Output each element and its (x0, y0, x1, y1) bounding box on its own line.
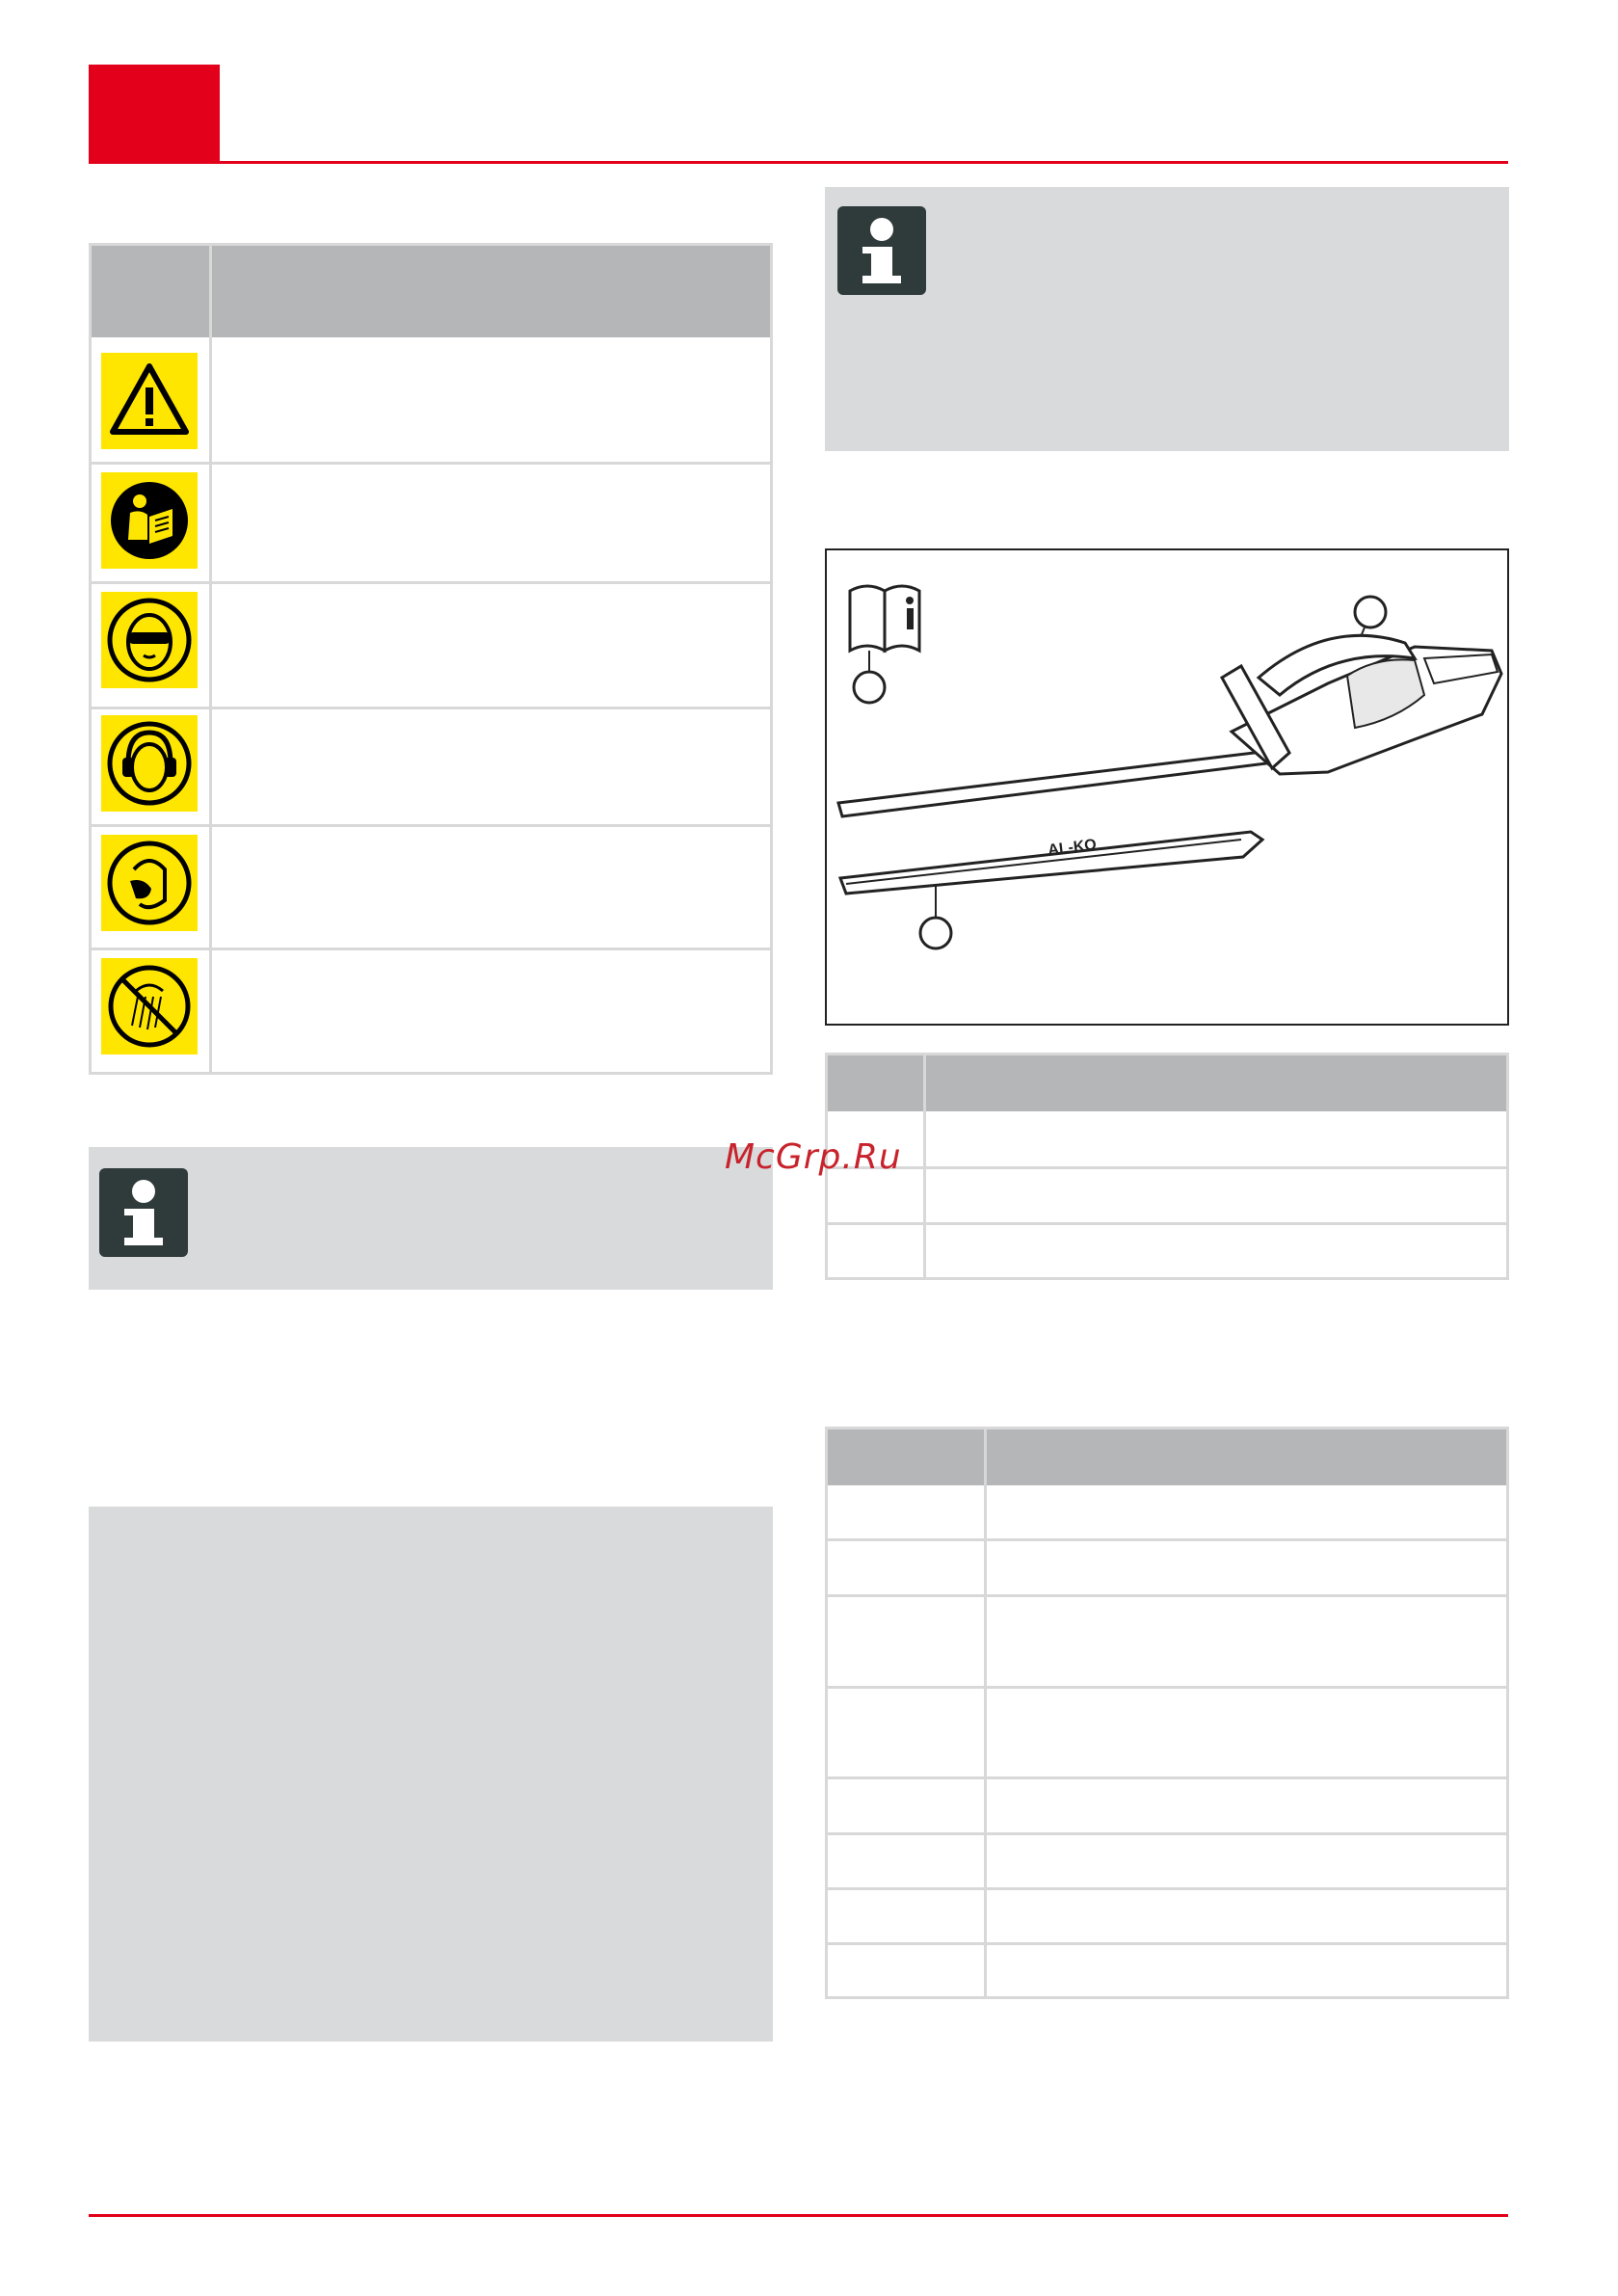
row-divider (828, 1538, 1506, 1541)
info-note-box (825, 187, 1509, 451)
row-divider (828, 1594, 1506, 1597)
row-divider (92, 824, 770, 827)
row-divider (92, 707, 770, 709)
watermark-text: McGrp.Ru (725, 1137, 902, 1177)
row-divider (828, 1942, 1506, 1945)
safety-notes-box (89, 1507, 773, 2042)
technical-data-table (825, 1427, 1509, 1999)
manual-book-icon (850, 586, 919, 651)
header-rule (89, 161, 1508, 164)
info-icon (99, 1168, 188, 1257)
callout-1 (854, 672, 885, 703)
blade-drawing (838, 751, 1274, 816)
product-figure (825, 548, 1509, 1026)
ear-protection-icon (101, 715, 198, 812)
legend-table-header (828, 1055, 1506, 1111)
no-rain-icon (101, 958, 198, 1055)
row-divider (828, 1887, 1506, 1890)
eye-protection-icon (101, 592, 198, 688)
warning-triangle-icon (101, 353, 198, 449)
row-divider (828, 1166, 1506, 1169)
info-icon (837, 206, 926, 295)
callout-2 (1355, 597, 1386, 627)
component-legend-table (825, 1053, 1509, 1280)
technical-table-header (828, 1429, 1506, 1485)
trimmer-body-drawing (1222, 635, 1501, 774)
footer-rule (89, 2214, 1508, 2217)
column-divider (984, 1429, 987, 1996)
row-divider (828, 1222, 1506, 1225)
row-divider (92, 581, 770, 584)
row-divider (828, 1686, 1506, 1689)
callout-3 (920, 918, 951, 948)
read-manual-icon (101, 472, 198, 569)
blade-guard-drawing (840, 832, 1262, 894)
row-divider (828, 1776, 1506, 1779)
symbols-table-header (92, 246, 770, 337)
row-divider (828, 1832, 1506, 1835)
row-divider (92, 462, 770, 465)
info-note-box (89, 1147, 773, 1290)
row-divider (92, 948, 770, 950)
svg-text:AL-KO: AL-KO (1047, 836, 1098, 859)
dust-mask-icon (101, 835, 198, 931)
brand-red-tab (89, 65, 220, 163)
